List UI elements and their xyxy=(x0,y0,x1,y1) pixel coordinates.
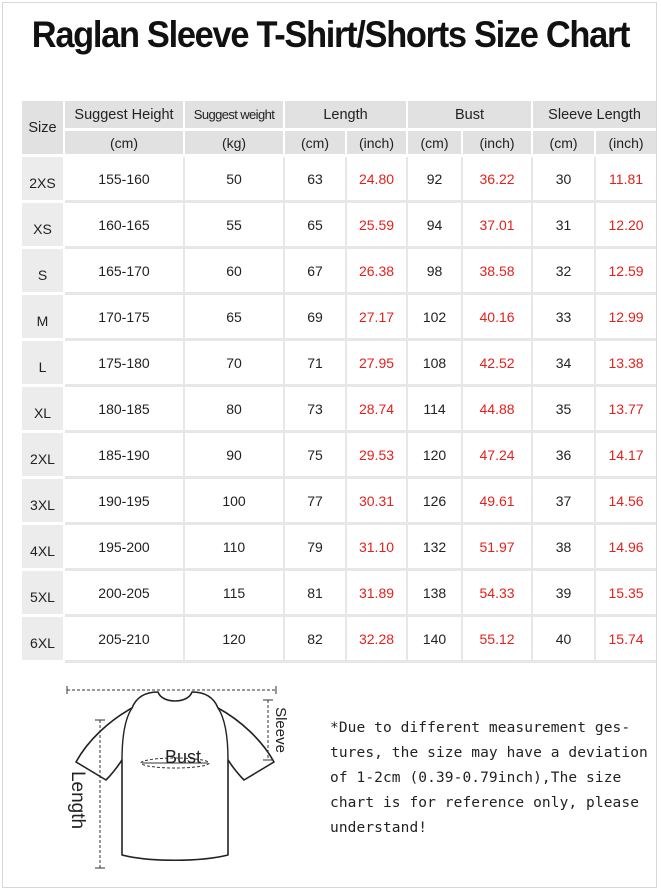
height-cell: 200-205 xyxy=(65,571,185,617)
bust-inch-cell: 38.58 xyxy=(463,249,533,295)
bust-inch-cell: 36.22 xyxy=(463,157,533,203)
table-row xyxy=(22,617,656,663)
bust-cm-cell: 140 xyxy=(408,617,463,663)
sleeve-cm-cell: 39 xyxy=(533,571,596,617)
sleeve-inch-cell: 14.56 xyxy=(596,479,656,525)
weight-cell: 100 xyxy=(185,479,285,525)
unit-length-inch: (inch) xyxy=(347,131,408,157)
page-title: Raglan Sleeve T-Shirt/Shorts Size Chart xyxy=(31,14,630,55)
length-inch-cell: 29.53 xyxy=(347,433,408,479)
header-length: Length xyxy=(285,101,408,131)
unit-length-cm: (cm) xyxy=(285,131,347,157)
bust-inch-cell: 54.33 xyxy=(463,571,533,617)
measurement-note xyxy=(330,716,648,841)
size-cell: 2XS xyxy=(22,157,65,203)
sleeve-inch-cell: 12.59 xyxy=(596,249,656,295)
note-line: chart is for reference only, please xyxy=(330,795,640,811)
bust-inch-cell: 40.16 xyxy=(463,295,533,341)
bust-cm-cell: 126 xyxy=(408,479,463,525)
bust-cm-cell: 138 xyxy=(408,571,463,617)
weight-cell: 65 xyxy=(185,295,285,341)
note-line: understand! xyxy=(330,820,428,836)
sleeve-cm-cell: 31 xyxy=(533,203,596,249)
note-line: of 1-2cm (0.39-0.79inch),The size xyxy=(330,770,622,786)
length-inch-cell: 24.80 xyxy=(347,157,408,203)
bust-cm-cell: 132 xyxy=(408,525,463,571)
height-cell: 165-170 xyxy=(65,249,185,295)
table-row xyxy=(22,157,656,203)
table-row xyxy=(22,295,656,341)
bust-cm-cell: 92 xyxy=(408,157,463,203)
table-row xyxy=(22,571,656,617)
bust-inch-cell: 49.61 xyxy=(463,479,533,525)
size-chart-table xyxy=(22,101,656,663)
weight-cell: 90 xyxy=(185,433,285,479)
sleeve-cm-cell: 38 xyxy=(533,525,596,571)
length-inch-cell: 28.74 xyxy=(347,387,408,433)
length-cm-cell: 75 xyxy=(285,433,347,479)
bust-cm-cell: 120 xyxy=(408,433,463,479)
height-cell: 185-190 xyxy=(65,433,185,479)
length-inch-cell: 27.17 xyxy=(347,295,408,341)
unit-bust-inch: (inch) xyxy=(463,131,533,157)
note-line: *Due to different measurement ges- xyxy=(330,720,631,736)
sleeve-inch-cell: 14.17 xyxy=(596,433,656,479)
weight-cell: 120 xyxy=(185,617,285,663)
sleeve-inch-cell: 13.38 xyxy=(596,341,656,387)
length-inch-cell: 31.89 xyxy=(347,571,408,617)
table-row xyxy=(22,387,656,433)
size-cell: 3XL xyxy=(22,479,65,525)
weight-cell: 55 xyxy=(185,203,285,249)
length-cm-cell: 71 xyxy=(285,341,347,387)
height-cell: 205-210 xyxy=(65,617,185,663)
tshirt-outline-icon xyxy=(76,692,274,860)
size-cell: 2XL xyxy=(22,433,65,479)
size-cell: M xyxy=(22,295,65,341)
unit-sleeve-cm: (cm) xyxy=(533,131,596,157)
length-cm-cell: 67 xyxy=(285,249,347,295)
weight-cell: 80 xyxy=(185,387,285,433)
sleeve-inch-cell: 15.35 xyxy=(596,571,656,617)
tshirt-measurement-diagram xyxy=(40,680,310,880)
header-bust: Bust xyxy=(408,101,533,131)
length-label: Length xyxy=(67,770,88,830)
length-inch-cell: 26.38 xyxy=(347,249,408,295)
bust-cm-cell: 114 xyxy=(408,387,463,433)
table-header-row xyxy=(22,101,656,131)
size-cell: 5XL xyxy=(22,571,65,617)
height-cell: 180-185 xyxy=(65,387,185,433)
bust-cm-cell: 108 xyxy=(408,341,463,387)
height-cell: 170-175 xyxy=(65,295,185,341)
header-suggest-height: Suggest Height xyxy=(65,101,185,131)
length-cm-cell: 81 xyxy=(285,571,347,617)
sleeve-inch-cell: 15.74 xyxy=(596,617,656,663)
weight-cell: 110 xyxy=(185,525,285,571)
unit-weight: (kg) xyxy=(185,131,285,157)
bust-inch-cell: 42.52 xyxy=(463,341,533,387)
length-cm-cell: 79 xyxy=(285,525,347,571)
weight-cell: 115 xyxy=(185,571,285,617)
size-cell: L xyxy=(22,341,65,387)
table-row xyxy=(22,203,656,249)
length-inch-cell: 27.95 xyxy=(347,341,408,387)
header-size: Size xyxy=(22,101,65,157)
sleeve-cm-cell: 40 xyxy=(533,617,596,663)
height-cell: 175-180 xyxy=(65,341,185,387)
table-row xyxy=(22,249,656,295)
sleeve-cm-cell: 30 xyxy=(533,157,596,203)
sleeve-inch-cell: 12.99 xyxy=(596,295,656,341)
bust-inch-cell: 51.97 xyxy=(463,525,533,571)
bust-cm-cell: 94 xyxy=(408,203,463,249)
sleeve-cm-cell: 33 xyxy=(533,295,596,341)
note-line: tures, the size may have a deviation xyxy=(330,745,648,761)
sleeve-cm-cell: 35 xyxy=(533,387,596,433)
weight-cell: 60 xyxy=(185,249,285,295)
length-cm-cell: 77 xyxy=(285,479,347,525)
length-cm-cell: 69 xyxy=(285,295,347,341)
size-cell: XS xyxy=(22,203,65,249)
bust-cm-cell: 98 xyxy=(408,249,463,295)
size-cell: 4XL xyxy=(22,525,65,571)
bust-inch-cell: 44.88 xyxy=(463,387,533,433)
unit-bust-cm: (cm) xyxy=(408,131,463,157)
length-inch-cell: 30.31 xyxy=(347,479,408,525)
height-cell: 190-195 xyxy=(65,479,185,525)
weight-cell: 50 xyxy=(185,157,285,203)
length-inch-cell: 32.28 xyxy=(347,617,408,663)
length-inch-cell: 25.59 xyxy=(347,203,408,249)
length-cm-cell: 73 xyxy=(285,387,347,433)
bust-cm-cell: 102 xyxy=(408,295,463,341)
bust-label: Bust xyxy=(164,747,202,767)
table-row xyxy=(22,341,656,387)
size-cell: S xyxy=(22,249,65,295)
bust-inch-cell: 37.01 xyxy=(463,203,533,249)
length-cm-cell: 63 xyxy=(285,157,347,203)
sleeve-cm-cell: 34 xyxy=(533,341,596,387)
sleeve-cm-cell: 37 xyxy=(533,479,596,525)
sleeve-label: Sleeve xyxy=(272,707,289,753)
bust-inch-cell: 55.12 xyxy=(463,617,533,663)
sleeve-inch-cell: 13.77 xyxy=(596,387,656,433)
weight-cell: 70 xyxy=(185,341,285,387)
sleeve-inch-cell: 12.20 xyxy=(596,203,656,249)
size-cell: 6XL xyxy=(22,617,65,663)
header-suggest-weight: Suggest weight xyxy=(185,101,285,131)
table-unit-row xyxy=(22,131,656,157)
header-sleeve-length: Sleeve Length xyxy=(533,101,656,131)
sleeve-inch-cell: 14.96 xyxy=(596,525,656,571)
table-body xyxy=(22,157,656,663)
height-cell: 195-200 xyxy=(65,525,185,571)
sleeve-inch-cell: 11.81 xyxy=(596,157,656,203)
height-cell: 155-160 xyxy=(65,157,185,203)
unit-height: (cm) xyxy=(65,131,185,157)
size-cell: XL xyxy=(22,387,65,433)
sleeve-cm-cell: 36 xyxy=(533,433,596,479)
unit-sleeve-inch: (inch) xyxy=(596,131,656,157)
top-dimension-line xyxy=(67,686,276,694)
sleeve-cm-cell: 32 xyxy=(533,249,596,295)
table-row xyxy=(22,479,656,525)
table-row xyxy=(22,525,656,571)
table-row xyxy=(22,433,656,479)
bust-inch-cell: 47.24 xyxy=(463,433,533,479)
length-cm-cell: 65 xyxy=(285,203,347,249)
length-cm-cell: 82 xyxy=(285,617,347,663)
length-inch-cell: 31.10 xyxy=(347,525,408,571)
height-cell: 160-165 xyxy=(65,203,185,249)
